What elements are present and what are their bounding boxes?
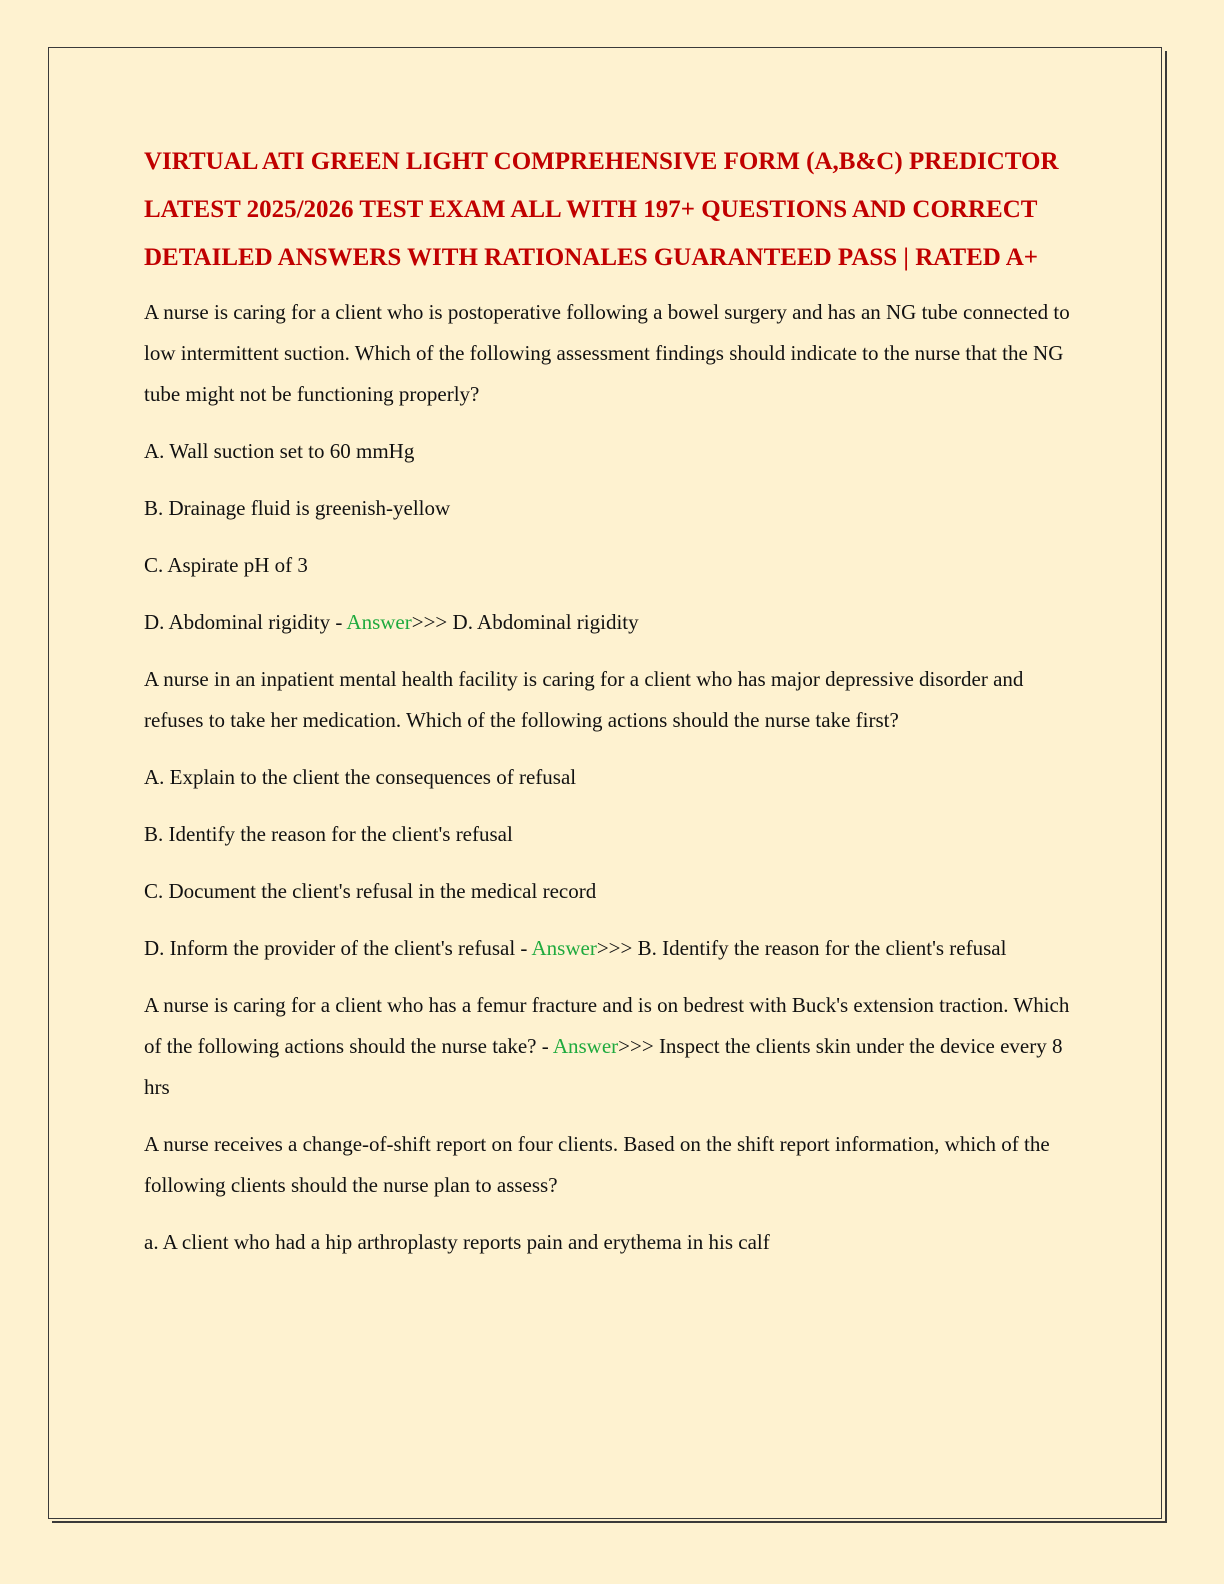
q2-answer-label: Answer	[531, 936, 597, 960]
q1-stem: A nurse is caring for a client who is postoperative following a bowel surgery and has an NG tube connected to low intermittent suction. Which of the following assessment findings should indicate to the nurse that the NG tube might not be functioning properly?	[144, 300, 1070, 406]
document-title: VIRTUAL ATI GREEN LIGHT COMPREHENSIVE FORM (A,B&C) PREDICTOR LATEST 2025/2026 TEST EXAM ALL WITH 197+ QUESTIONS AND CORRECT DETAILED ANSWERS WITH RATIONALES GUARANTEED PASS | RATED A+	[144, 148, 1059, 271]
q2-answer-arrow: >>>	[596, 936, 638, 960]
q2-option-d-text: D. Inform the provider of the client's refusal -	[144, 936, 532, 960]
q3-answer-text: Inspect the clients skin under the device every 8 hrs	[144, 1034, 1063, 1099]
document-content	[144, 138, 1084, 1279]
q2-option-d	[144, 928, 1084, 969]
q2-option-c: C. Document the client's refusal in the medical record	[144, 879, 597, 903]
page-border-shadow-right	[1165, 51, 1167, 1523]
q4-option-a: a. A client who had a hip arthroplasty reports pain and erythema in his calf	[144, 1230, 770, 1254]
page-border-shadow-bottom	[52, 1521, 1166, 1523]
q1-option-a: A. Wall suction set to 60 mmHg	[144, 439, 415, 463]
q2-answer-text: B. Identify the reason for the client's refusal	[637, 936, 1007, 960]
q2-option-a: A. Explain to the client the consequences of refusal	[144, 765, 577, 789]
q1-option-b: B. Drainage fluid is greenish-yellow	[144, 496, 451, 520]
q2-option-b: B. Identify the reason for the client's refusal	[144, 822, 513, 846]
q3-question	[144, 985, 1084, 1108]
q3-answer-label: Answer	[552, 1034, 619, 1058]
q3-stem: A nurse is caring for a client who has a femur fracture and is on bedrest with Buck's extension traction. Which of the following actions should the nurse take? -	[144, 993, 1070, 1058]
q1-answer-label: Answer	[346, 610, 412, 634]
q3-answer-arrow: >>>	[618, 1034, 659, 1058]
q1-option-d	[144, 602, 1084, 643]
q4-stem: A nurse receives a change-of-shift report on four clients. Based on the shift report information, which of the following clients should the nurse plan to assess?	[144, 1132, 1050, 1197]
q1-answer-arrow: >>>	[411, 610, 453, 634]
q1-answer-text: D. Abdominal rigidity	[452, 610, 639, 634]
q2-stem: A nurse in an inpatient mental health facility is caring for a client who has major depressive disorder and refuses to take her medication. Which of the following actions should the nurse take first?	[144, 667, 1024, 732]
q1-option-c: C. Aspirate pH of 3	[144, 553, 308, 577]
q1-option-d-text: D. Abdominal rigidity -	[144, 610, 347, 634]
